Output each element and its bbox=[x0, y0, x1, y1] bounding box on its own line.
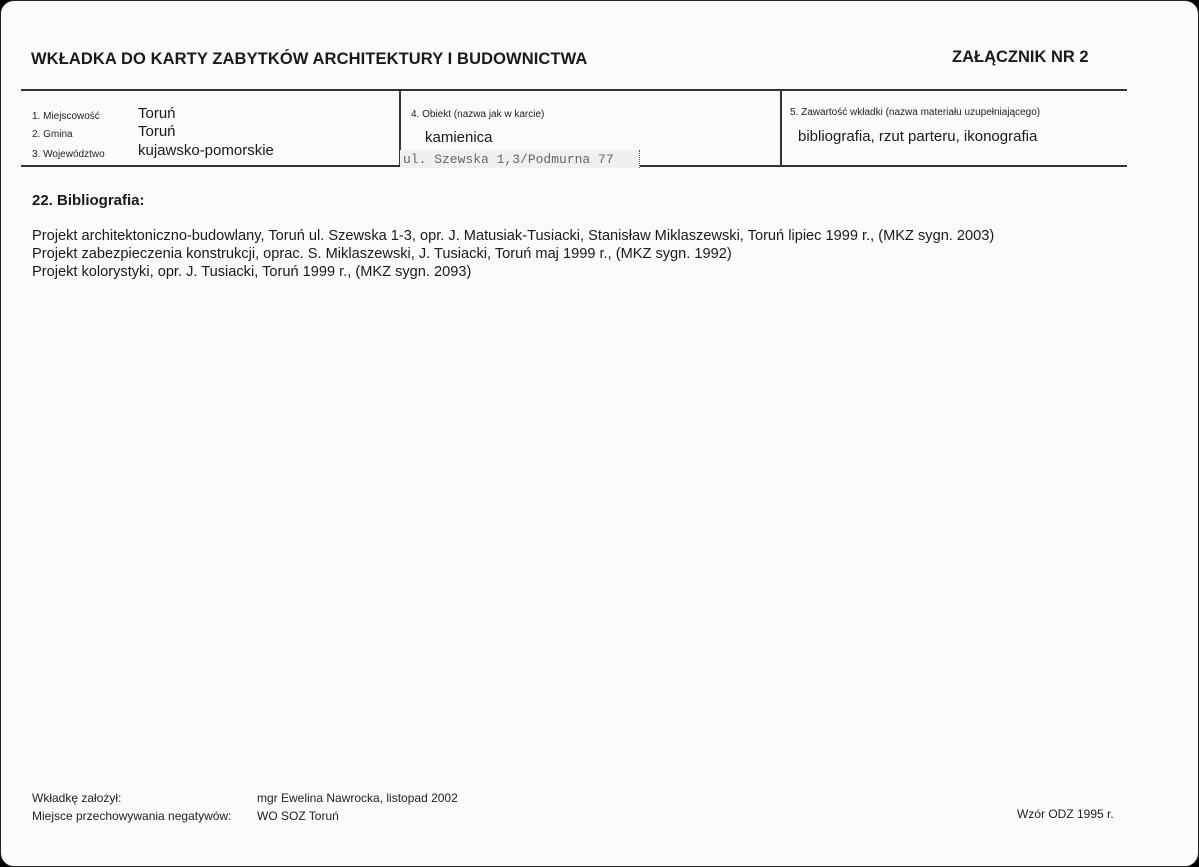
miejscowosc-label: 1. Miejscowość bbox=[32, 111, 100, 122]
object-value: kamienica bbox=[425, 129, 493, 146]
wojewodztwo-label: 3. Województwo bbox=[32, 149, 105, 160]
column-divider-2 bbox=[780, 89, 782, 167]
miejscowosc-value: Toruń bbox=[138, 105, 176, 122]
header-rule-top bbox=[21, 89, 1127, 91]
created-by-label: Wkładkę założył: bbox=[32, 791, 122, 805]
bibliography-entry: Projekt kolorystyki, opr. J. Tusiacki, Toruń 1999 r., (MKZ sygn. 2093) bbox=[32, 264, 472, 280]
negatives-location-value: WO SOZ Toruń bbox=[257, 809, 339, 823]
template-version: Wzór ODZ 1995 r. bbox=[1017, 807, 1114, 821]
gmina-label: 2. Gmina bbox=[32, 129, 73, 140]
bibliography-list bbox=[32, 227, 994, 281]
gmina-value: Toruń bbox=[138, 123, 176, 140]
bibliography-entry: Projekt zabezpieczenia konstrukcji, oprac. S. Miklaszewski, J. Tusiacki, Toruń maj 1999 r., (MKZ sygn. 1992) bbox=[32, 246, 732, 262]
document-title: WKŁADKA DO KARTY ZABYTKÓW ARCHITEKTURY I BUDOWNICTWA bbox=[31, 50, 588, 68]
bibliography-entry: Projekt architektoniczno-budowlany, Toruń ul. Szewska 1-3, opr. J. Matusiak-Tusiacki, Stanisław Miklaszewski, Toruń lipiec 1999 r., (MKZ sygn. 2003) bbox=[32, 228, 995, 244]
bibliography-heading: 22. Bibliografia: bbox=[32, 192, 145, 209]
created-by-value: mgr Ewelina Nawrocka, listopad 2002 bbox=[257, 791, 458, 805]
negatives-location-label: Miejsce przechowywania negatywów: bbox=[32, 809, 232, 823]
contents-value: bibliografia, rzut parteru, ikonografia bbox=[798, 128, 1038, 145]
object-label: 4. Obiekt (nazwa jak w karcie) bbox=[411, 109, 545, 120]
attachment-number: ZAŁĄCZNIK NR 2 bbox=[952, 48, 1089, 66]
wojewodztwo-value: kujawsko-pomorskie bbox=[138, 142, 274, 159]
address-stamp: ul. Szewska 1,3/Podmurna 77 bbox=[400, 150, 640, 168]
contents-label: 5. Zawartość wkładki (nazwa materiału uzupełniającego) bbox=[790, 107, 1041, 118]
